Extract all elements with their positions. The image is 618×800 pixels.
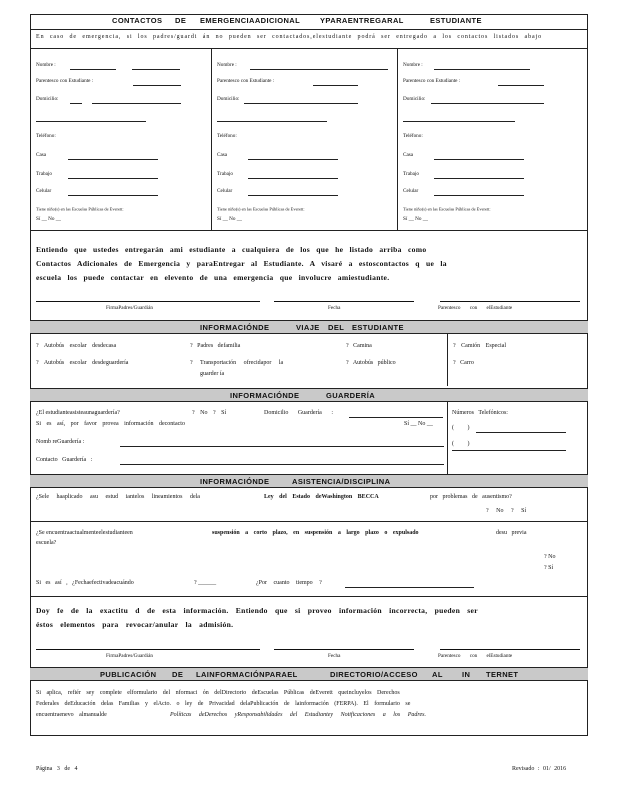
becca-question: ¿Sele haaplicado asu estud iantelos lineamientos dela (36, 494, 200, 500)
banner-word: LAINFORMACIÓNPARAEL (196, 670, 298, 679)
daycare-si-no[interactable]: Sí __ No __ (404, 421, 433, 427)
daycare-address-field[interactable] (349, 417, 443, 418)
domicilio-field-3[interactable] (36, 121, 146, 122)
casa-label: Casa (217, 152, 228, 158)
celular-field[interactable] (68, 195, 158, 196)
parentesco-field[interactable] (313, 85, 358, 86)
date-label: Fecha (328, 305, 341, 311)
celular-label: Celular (36, 188, 52, 194)
celular-label: Celular (217, 188, 233, 194)
domicilio-label: Domicilio: (217, 96, 240, 102)
travel-banner (30, 320, 588, 334)
option-parent-car[interactable]: ? Padres defamilia (190, 343, 241, 349)
consent-text-2: Contactos Adicionales de Emergencia y paraEntregar al Estudiante. A visaré a estoscontactos q ue la (36, 259, 447, 268)
divider (211, 48, 212, 230)
casa-field[interactable] (68, 159, 158, 160)
trabajo-field[interactable] (68, 178, 158, 179)
option-bus-home[interactable]: ? Autobús escolar desdecasa (36, 343, 117, 349)
domicilio-field-2[interactable] (92, 103, 181, 104)
daycare-phone-paren-2: ( ) (452, 441, 470, 447)
consent-text-3: escuela los puede contactar en elevento de una emergencia que involucre amiestudiante. (36, 273, 390, 282)
suspension-question-cont: escuela? (36, 540, 57, 546)
directory-text-2: Federales deEducación delas Familias y elActo. o ley de Privacidad delaPublicación de lainformación (FERPA). El formulario se (36, 701, 411, 707)
directory-banner (30, 667, 588, 681)
domicilio-label: Domicilio: (36, 96, 59, 102)
nombre-field-2[interactable] (132, 69, 180, 70)
directory-text-3: encuentraenevo almanualde (36, 712, 107, 718)
suspension-no[interactable]: ? No (544, 554, 556, 560)
signature-field[interactable] (36, 301, 260, 302)
parentesco-field[interactable] (133, 85, 181, 86)
daycare-banner (30, 388, 588, 402)
domicilio-field-2[interactable] (403, 121, 515, 122)
banner-word: IN (462, 670, 471, 679)
trabajo-label: Trabajo (403, 171, 419, 177)
divider (30, 521, 588, 522)
daycare-phone-field-1[interactable] (476, 432, 566, 433)
ninos-label: Tiene niño(s) en las Escuelas Públicas de Everett: (403, 207, 491, 213)
parentesco-label: Parentesco con Estudiante : (403, 78, 461, 84)
casa-label: Casa (403, 152, 414, 158)
header-title-word: YPARAENTREGARAL (320, 16, 404, 25)
divider (447, 333, 448, 386)
daycare-name-field[interactable] (120, 446, 444, 447)
banner-word: INFORMACIÓNDE (230, 391, 300, 400)
telefono-label: Teléfono: (36, 133, 56, 139)
nombre-field[interactable] (250, 69, 388, 70)
date-label: Fecha (328, 653, 341, 659)
relationship-label: Parentesco con elEstudiante (438, 305, 513, 311)
ninos-label: Tiene niño(s) en las Escuelas Públicas de Everett: (217, 207, 305, 213)
accuracy-text-1: Doy fe de la exactitu d de esta información. Entiendo que si proveo información incorrecta, pueden ser (36, 606, 478, 615)
trabajo-field[interactable] (248, 178, 338, 179)
duration-field[interactable] (345, 587, 474, 588)
nombre-label: Nombre : (36, 62, 56, 68)
discipline-banner (30, 474, 588, 488)
ninos-label: Tiene niño(s) en las Escuelas Públicas de Everett: (36, 207, 124, 213)
becca-answers[interactable]: ? No ? Sí (486, 508, 527, 514)
divider (30, 230, 588, 231)
celular-field[interactable] (434, 195, 524, 196)
celular-label: Celular (403, 188, 419, 194)
si-no-label[interactable]: Sí __ No __ (403, 216, 428, 222)
effective-date-field[interactable]: ? ______ (194, 580, 217, 586)
suspension-question: ¿Se encuentraactualmenteelestudianteen (36, 530, 133, 536)
nombre-label: Nombre : (217, 62, 237, 68)
header-subtitle: En caso de emergencia, si los padres/guardi án no pueden ser contactados,elestudiante podrá ser entregado a los contactos listados abajo (36, 34, 543, 40)
banner-word: PUBLICACIÓN (100, 670, 157, 679)
option-bus-daycare[interactable]: ? Autobús escolar desdeguardería (36, 360, 129, 366)
suspension-question-end: desu previa (496, 530, 527, 536)
relationship-field[interactable] (440, 301, 580, 302)
daycare-address-label: Domicilio Guardería : (264, 410, 333, 416)
header-title-word: CONTACTOS (112, 16, 163, 25)
telefono-label: Teléfono: (403, 133, 423, 139)
daycare-question: ¿El estudianteasisteaunaguardería? (36, 410, 120, 416)
daycare-contact-label: Contacto Guardería : (36, 457, 93, 463)
divider (30, 596, 588, 597)
banner-word: INFORMACIÓNDE (200, 477, 270, 486)
option-car[interactable]: ? Carro (453, 360, 474, 366)
header-title-word: DE (175, 16, 187, 25)
domicilio-label: Domicilio: (403, 96, 426, 102)
si-no-label[interactable]: Sí __ No __ (217, 216, 242, 222)
option-daycare-transport[interactable]: ? Transportación ofrecidapor la (190, 360, 284, 366)
effective-date-label: Si es así , ¿Fechaefectivadeacuándo (36, 580, 134, 586)
banner-word: ESTUDIANTE (352, 323, 404, 332)
nombre-field[interactable] (434, 69, 530, 70)
option-daycare-transport-cont: guarder ía (200, 371, 225, 377)
signature-label: FirmaPadres/Guardián (106, 653, 153, 659)
divider (30, 29, 588, 30)
domicilio-field[interactable] (431, 103, 544, 104)
nombre-label: Nombre : (403, 62, 423, 68)
directory-handbook-title: Políticas deDerechos yResponsabilidades del Estudiantey Notificaciones a los Padres. (170, 712, 427, 718)
trabajo-field[interactable] (434, 178, 524, 179)
celular-field[interactable] (248, 195, 338, 196)
page-number: Página 3 de 4 (36, 766, 78, 772)
date-field[interactable] (274, 301, 414, 302)
trabajo-label: Trabajo (217, 171, 233, 177)
casa-label: Casa (36, 152, 47, 158)
date-field[interactable] (274, 649, 414, 650)
daycare-phone-paren-1: ( ) (452, 425, 470, 431)
divider (397, 48, 398, 230)
option-walk[interactable]: ? Camina (346, 343, 372, 349)
relationship-field[interactable] (440, 649, 580, 650)
domicilio-field[interactable] (244, 103, 358, 104)
header-title-word: ESTUDIANTE (430, 16, 482, 25)
signature-label: FirmaPadres/Guardián (106, 305, 153, 311)
consent-text-1: Entiendo que ustedes entregarán ami estudiante a cualquiera de los que he listado arriba como (36, 245, 427, 254)
parentesco-field[interactable] (498, 85, 544, 86)
header-title (30, 16, 588, 27)
banner-word: VIAJE (296, 323, 320, 332)
banner-word: INFORMACIÓNDE (200, 323, 270, 332)
banner-word: TERNET (486, 670, 519, 679)
divider (447, 401, 448, 474)
signature-field[interactable] (36, 649, 260, 650)
si-no-label[interactable]: Sí __ No __ (36, 216, 61, 222)
parentesco-label: Parentesco con Estudiante : (36, 78, 94, 84)
trabajo-label: Trabajo (36, 171, 52, 177)
daycare-phones-label: Números Telefónicos: (452, 410, 508, 416)
banner-word: DIRECTORIO/ACCESO (330, 670, 418, 679)
casa-field[interactable] (248, 159, 338, 160)
header-title-word: EMERGENCIAADICIONAL (200, 16, 301, 25)
becca-question-end: por problemas de ausentismo? (430, 494, 512, 500)
banner-word: GUARDERÍA (326, 391, 376, 400)
parentesco-label: Parentesco con Estudiante : (217, 78, 275, 84)
banner-word: AL (432, 670, 443, 679)
directory-text-1: Si aplica, refiér sey complete elformulario del nformaci ón delDirectorio deEscuelas Públicas deEverett queincluyelos Derechos (36, 690, 400, 696)
suspension-si[interactable]: ? Sí (544, 565, 554, 571)
banner-word: ASISTENCIA/DISCIPLINA (292, 477, 391, 486)
banner-word: DE (172, 670, 184, 679)
daycare-phone-field-2[interactable] (452, 450, 566, 451)
daycare-name-label: Nomb reGuardería : (36, 439, 85, 445)
becca-law: Ley del Estado deWashington BECCA (264, 494, 379, 500)
telefono-label: Teléfono: (217, 133, 237, 139)
nombre-field[interactable] (70, 69, 116, 70)
banner-word: DEL (328, 323, 345, 332)
duration-label: ¿Por cuanto tiempo ? (256, 580, 322, 586)
casa-field[interactable] (434, 159, 524, 160)
accuracy-text-2: éstos elementos para revocar/anular la admisión. (36, 620, 234, 629)
daycare-contact-field[interactable] (120, 464, 444, 465)
daycare-if-yes: Si es así, por favor provea información decontacto (36, 421, 185, 427)
suspension-terms: suspensión a corto plazo, en suspensión a largo plazo o expulsado (212, 530, 419, 536)
option-truck[interactable]: ? Camión Especial (453, 343, 506, 349)
divider (30, 48, 588, 49)
revision-date: Revisado : 01/ 2016 (512, 766, 567, 772)
option-public-bus[interactable]: ? Autobús público (346, 360, 396, 366)
domicilio-field[interactable] (70, 103, 82, 104)
relationship-label: Parentesco con elEstudiante (438, 653, 513, 659)
domicilio-field-2[interactable] (217, 121, 327, 122)
daycare-no-si[interactable]: ? No ? Sí (192, 410, 227, 416)
